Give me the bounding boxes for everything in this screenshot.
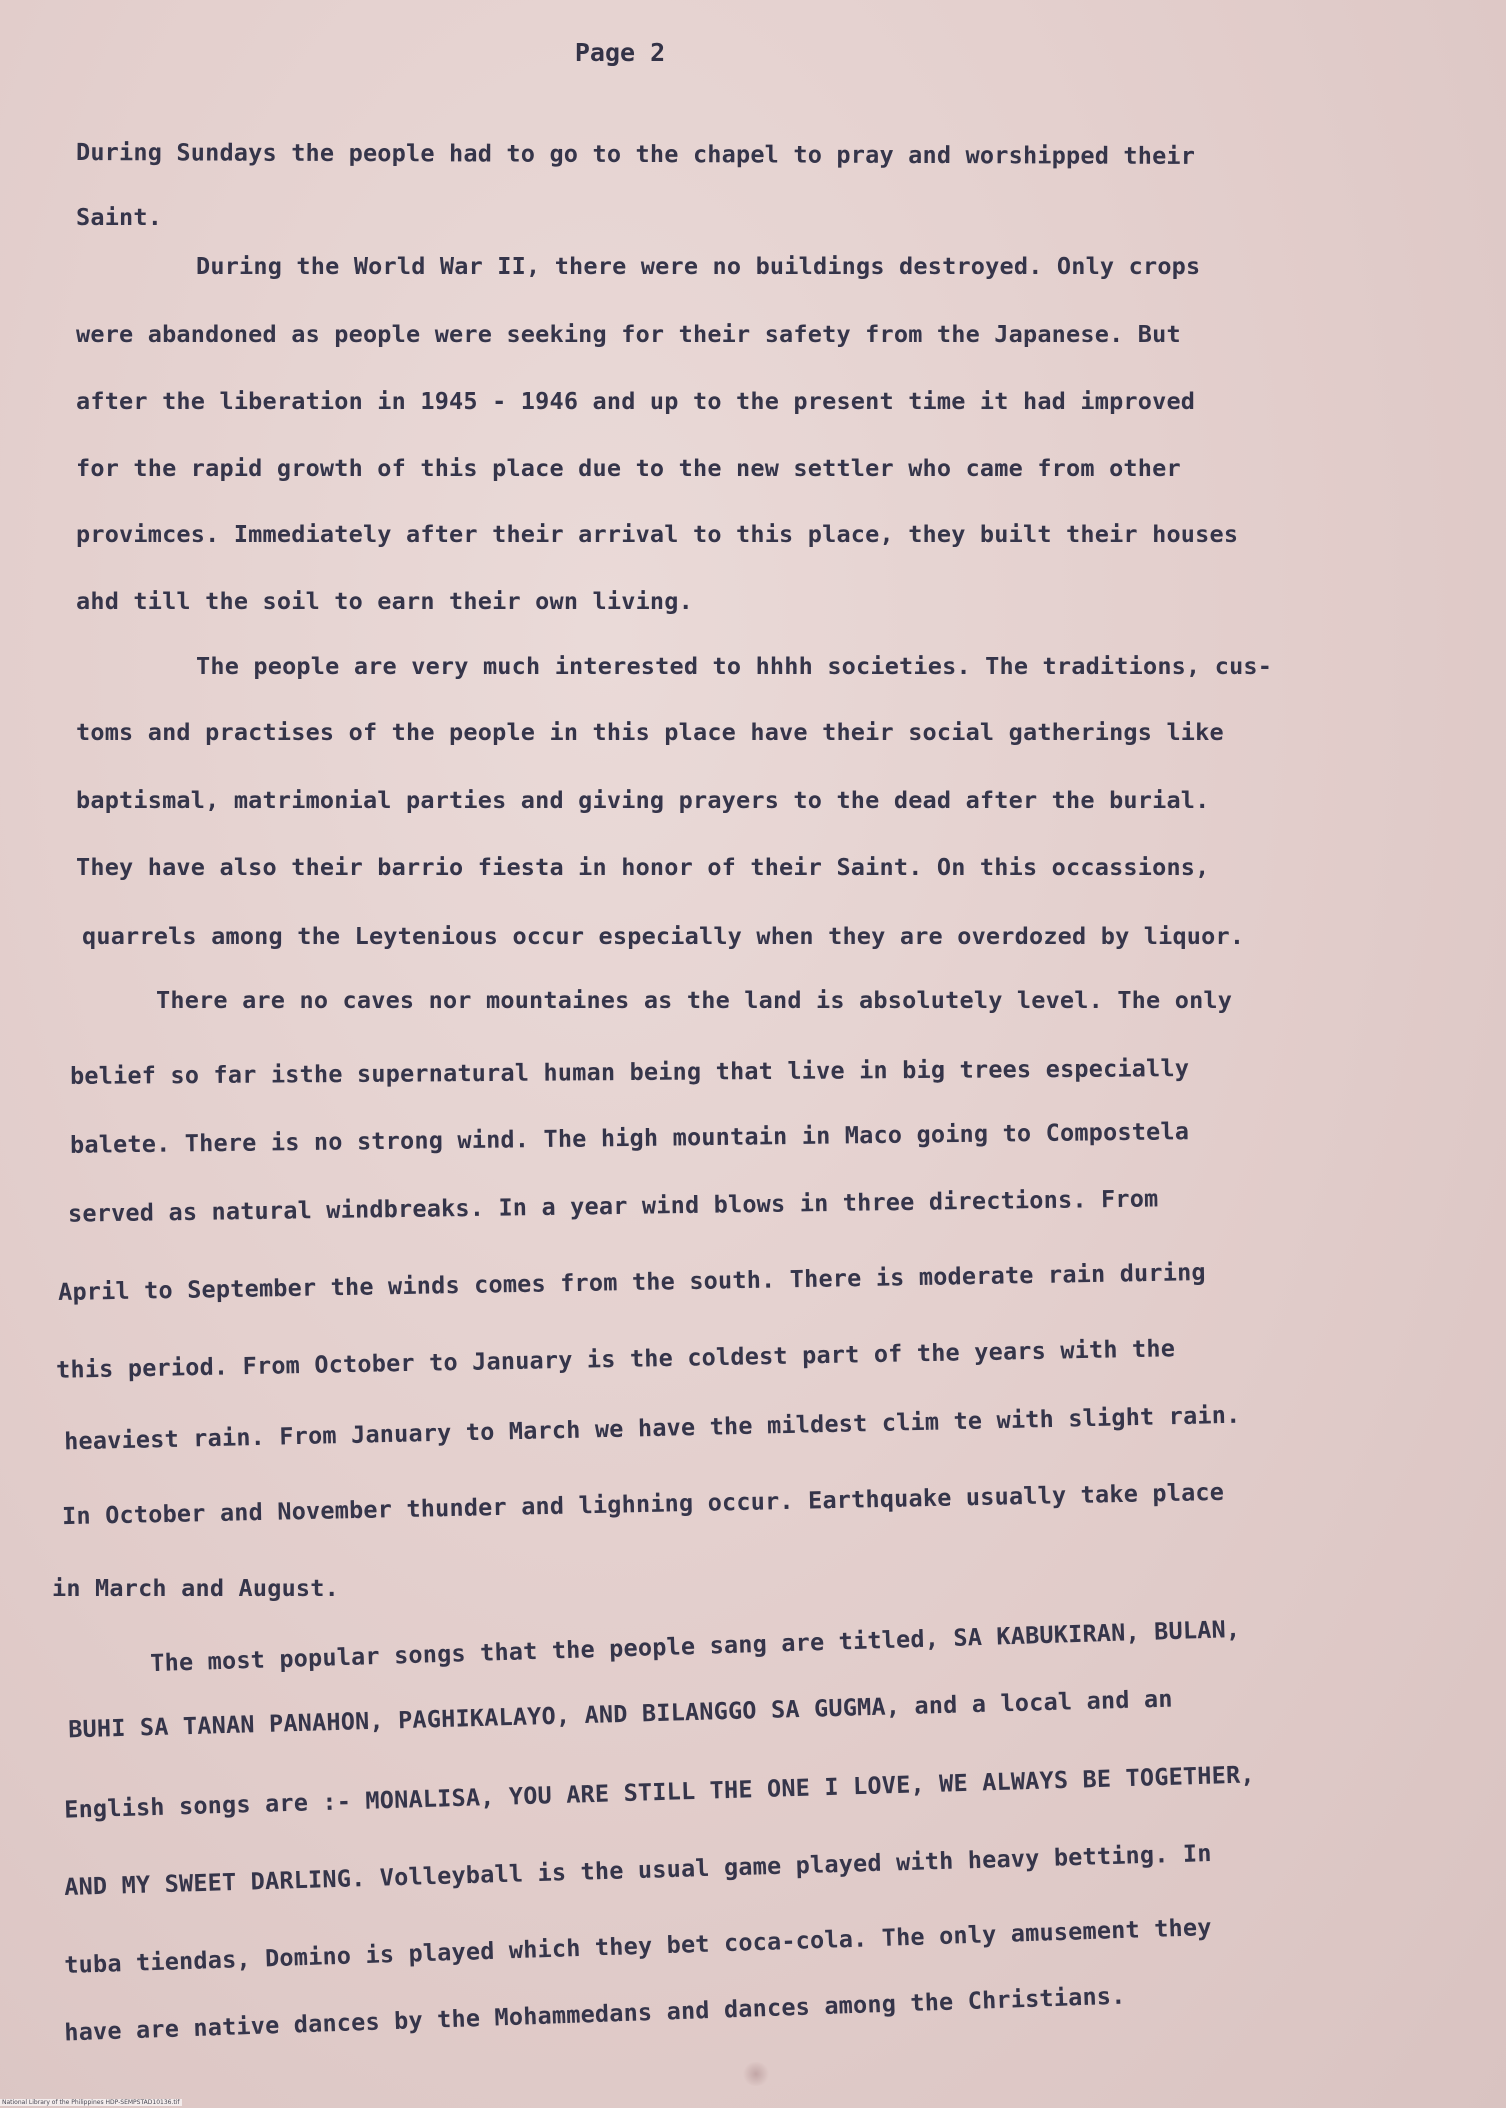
text-line: They have also their barrio fiesta in honor of their Saint. On this occassions, [76,853,1210,881]
text-line: served as natural windbreaks. In a year wind blows in three directions. From [67,1184,1159,1228]
text-line: in March and August. [52,1574,339,1602]
text-line: English songs are :- MONALISA, YOU ARE STILL THE ONE I LOVE, WE ALWAYS BE TOGETHER, [63,1760,1256,1824]
text-line: During Sundays the people had to go to the chapel to pray and worshipped their [75,138,1196,170]
text-line: In October and November thunder and lighning occur. Earthquake usually take place [61,1477,1225,1531]
text-line: There are no caves nor mountaines as the land is absolutely level. The only [156,986,1233,1014]
text-line: for the rapid growth of this place due to the new settler who came from other [76,454,1181,482]
text-line: tuba tiendas, Domino is played which they bet coca-cola. The only amusement they [63,1912,1213,1980]
text-line: were abandoned as people were seeking for their safety from the Japanese. But [76,320,1181,348]
ink-smudge [742,2062,770,2086]
text-line: AND MY SWEET DARLING. Volleyball is the usual game played with heavy betting. In [63,1838,1213,1902]
text-line: The people are very much interested to hhhh societies. The traditions, cus- [196,652,1273,680]
page-number: Page 2 [574,38,666,67]
text-line: Saint. [76,203,163,231]
text-line: after the liberation in 1945 - 1946 and up to the present time it had improved [76,387,1196,415]
text-line: quarrels among the Leytenious occur especially when they are overdozed by liquor. [82,922,1245,950]
text-line: belief so far isthe supernatural human being that live in big trees especially [69,1054,1190,1090]
text-line: have are native dances by the Mohammedans and dances among the Christians. [63,1981,1126,2047]
text-line: balete. There is no strong wind. The high mountain in Maco going to Compostela [69,1117,1190,1159]
text-line: April to September the winds comes from the south. There is moderate rain during [57,1257,1207,1307]
text-line: this period. From October to January is the coldest part of the years with the [55,1334,1176,1384]
text-line: provimces. Immediately after their arrival to this place, they built their houses [76,520,1239,548]
text-line: The most popular songs that the people sang are titled, SA KABUKIRAN, BULAN, [149,1614,1241,1678]
text-line: baptismal, matrimonial parties and giving prayers to the dead after the burial. [76,786,1210,814]
text-line: BUHI SA TANAN PANAHON, PAGHIKALAYO, AND BILANGGO SA GUGMA, and a local and an [67,1684,1173,1744]
text-line: heaviest rain. From January to March we have the mildest clim te with slight rain. [63,1400,1241,1456]
archive-footer: National Library of the Philippines HDP-SEMPSTAD10136.tif [2,2099,180,2106]
text-line: ahd till the soil to earn their own living. [76,587,693,615]
text-line: toms and practises of the people in this place have their social gatherings like [76,718,1224,746]
text-line: During the World War II, there were no buildings destroyed. Only crops [196,252,1201,280]
